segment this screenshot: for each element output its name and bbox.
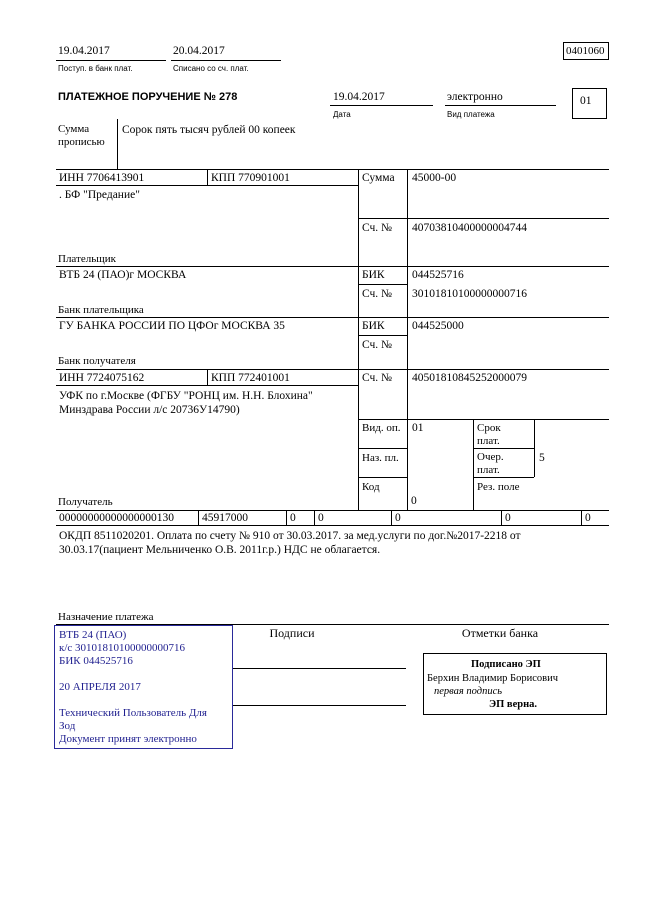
- bank-stamp-line-7: Документ принят электронно: [59, 733, 197, 745]
- payer-name: . БФ "Предание": [59, 189, 140, 201]
- code-value: 0: [411, 495, 417, 507]
- status-code: 01: [580, 95, 592, 107]
- priority-label-2: плат.: [477, 464, 500, 476]
- amount-words-label: Сумма: [58, 123, 90, 135]
- tax-field-7: 0: [585, 512, 591, 524]
- payer-kpp: КПП 770901001: [211, 172, 290, 184]
- debited-date: 20.04.2017: [173, 45, 225, 57]
- payee-bank-name: ГУ БАНКА РОССИИ ПО ЦФОг МОСКВА 35: [59, 320, 285, 332]
- bank-stamp-line-2: к/с 30101810100000000716: [59, 642, 186, 654]
- payer-bank-corr-label: Сч. №: [362, 288, 393, 300]
- payee-account: 40501810845252000079: [412, 372, 527, 384]
- payee-bank-label: Банк получателя: [58, 355, 136, 367]
- payer-inn: ИНН 7706413901: [59, 172, 145, 184]
- payment-type: электронно: [447, 91, 503, 103]
- payer-bank-bik: 044525716: [412, 269, 464, 281]
- amount-value: 45000-00: [412, 172, 457, 184]
- bank-stamp-line-1: ВТБ 24 (ПАО): [59, 629, 127, 641]
- document-date: 19.04.2017: [333, 91, 385, 103]
- payer-account: 40703810400000004744: [412, 222, 527, 234]
- priority-label: Очер.: [477, 451, 504, 463]
- payer-bank-label: Банк плательщика: [58, 304, 144, 316]
- bank-stamp-line-5: Технический Пользователь Для: [59, 707, 207, 719]
- payee-name-2: Минздрава России л/с 20736У14790): [59, 404, 240, 416]
- esign-verified: ЭП верна.: [489, 699, 538, 710]
- payer-account-label: Сч. №: [362, 222, 393, 234]
- debited-label: Списано со сч. плат.: [173, 64, 249, 73]
- tax-kbk: 00000000000000000130: [59, 512, 174, 524]
- payee-name-1: УФК по г.Москве (ФГБУ "РОНЦ им. Н.Н. Блохина": [59, 390, 313, 402]
- payer-bank-name: ВТБ 24 (ПАО)г МОСКВА: [59, 269, 187, 281]
- tax-field-4: 0: [318, 512, 324, 524]
- bank-marks-label: Отметки банка: [461, 626, 539, 640]
- payer-label: Плательщик: [58, 253, 116, 265]
- payee-bank-bik-label: БИК: [362, 320, 385, 332]
- amount-words: Сорок пять тысяч рублей 00 копеек: [122, 124, 296, 136]
- term-label-2: плат.: [477, 435, 500, 447]
- payee-bank-bik: 044525000: [412, 320, 464, 332]
- payee-account-label: Сч. №: [362, 372, 393, 384]
- op-type: 01: [412, 422, 424, 434]
- payee-kpp: КПП 772401001: [211, 372, 290, 384]
- received-date: 19.04.2017: [58, 45, 110, 57]
- form-code: 0401060: [566, 45, 605, 57]
- signature-line-1: [233, 668, 406, 669]
- esign-title: Подписано ЭП: [471, 659, 541, 670]
- received-label: Поступ. в банк плат.: [58, 64, 133, 73]
- payee-inn: ИНН 7724075162: [59, 372, 145, 384]
- esign-role: первая подпись: [434, 686, 503, 697]
- purpose-label: Назначение платежа: [58, 611, 154, 623]
- payee-label: Получатель: [58, 496, 113, 508]
- payer-bank-bik-label: БИК: [362, 269, 385, 281]
- purpose-line-1: ОКДП 8511020201. Оплата по счету № 910 от 30.03.2017. за мед.услуги по дог.№2017-2218 от: [59, 530, 521, 542]
- document-title: ПЛАТЕЖНОЕ ПОРУЧЕНИЕ № 278: [58, 91, 238, 103]
- signature-line-2: [233, 705, 406, 706]
- payment-type-label: Вид платежа: [447, 110, 495, 119]
- tax-field-5: 0: [395, 512, 401, 524]
- purpose-line-2: 30.03.17(пациент Мельниченко О.В. 2011г.р.) НДС не облагается.: [59, 544, 381, 556]
- amount-label: Сумма: [362, 172, 395, 184]
- tax-field-3: 0: [290, 512, 296, 524]
- amount-words-label-2: прописью: [58, 136, 105, 148]
- tax-field-6: 0: [505, 512, 511, 524]
- bank-stamp-line-3: БИК 044525716: [59, 655, 133, 667]
- esign-name: Берхин Владимир Борисович: [427, 673, 558, 684]
- reserve-label: Рез. поле: [477, 481, 520, 493]
- bank-stamp: [54, 625, 233, 749]
- code-label: Код: [362, 481, 380, 493]
- bank-stamp-line-6: Зод: [59, 720, 76, 732]
- signatures-label: Подписи: [269, 626, 315, 640]
- payer-bank-corr: 30101810100000000716: [412, 288, 527, 300]
- document-date-label: Дата: [333, 110, 351, 119]
- purpose-code-label: Наз. пл.: [362, 452, 399, 464]
- payee-bank-corr-label: Сч. №: [362, 339, 393, 351]
- op-type-label: Вид. оп.: [362, 422, 401, 434]
- term-label: Срок: [477, 422, 501, 434]
- bank-stamp-date: 20 АПРЕЛЯ 2017: [59, 681, 141, 693]
- tax-oktmo: 45917000: [202, 512, 248, 524]
- priority-value: 5: [539, 452, 545, 464]
